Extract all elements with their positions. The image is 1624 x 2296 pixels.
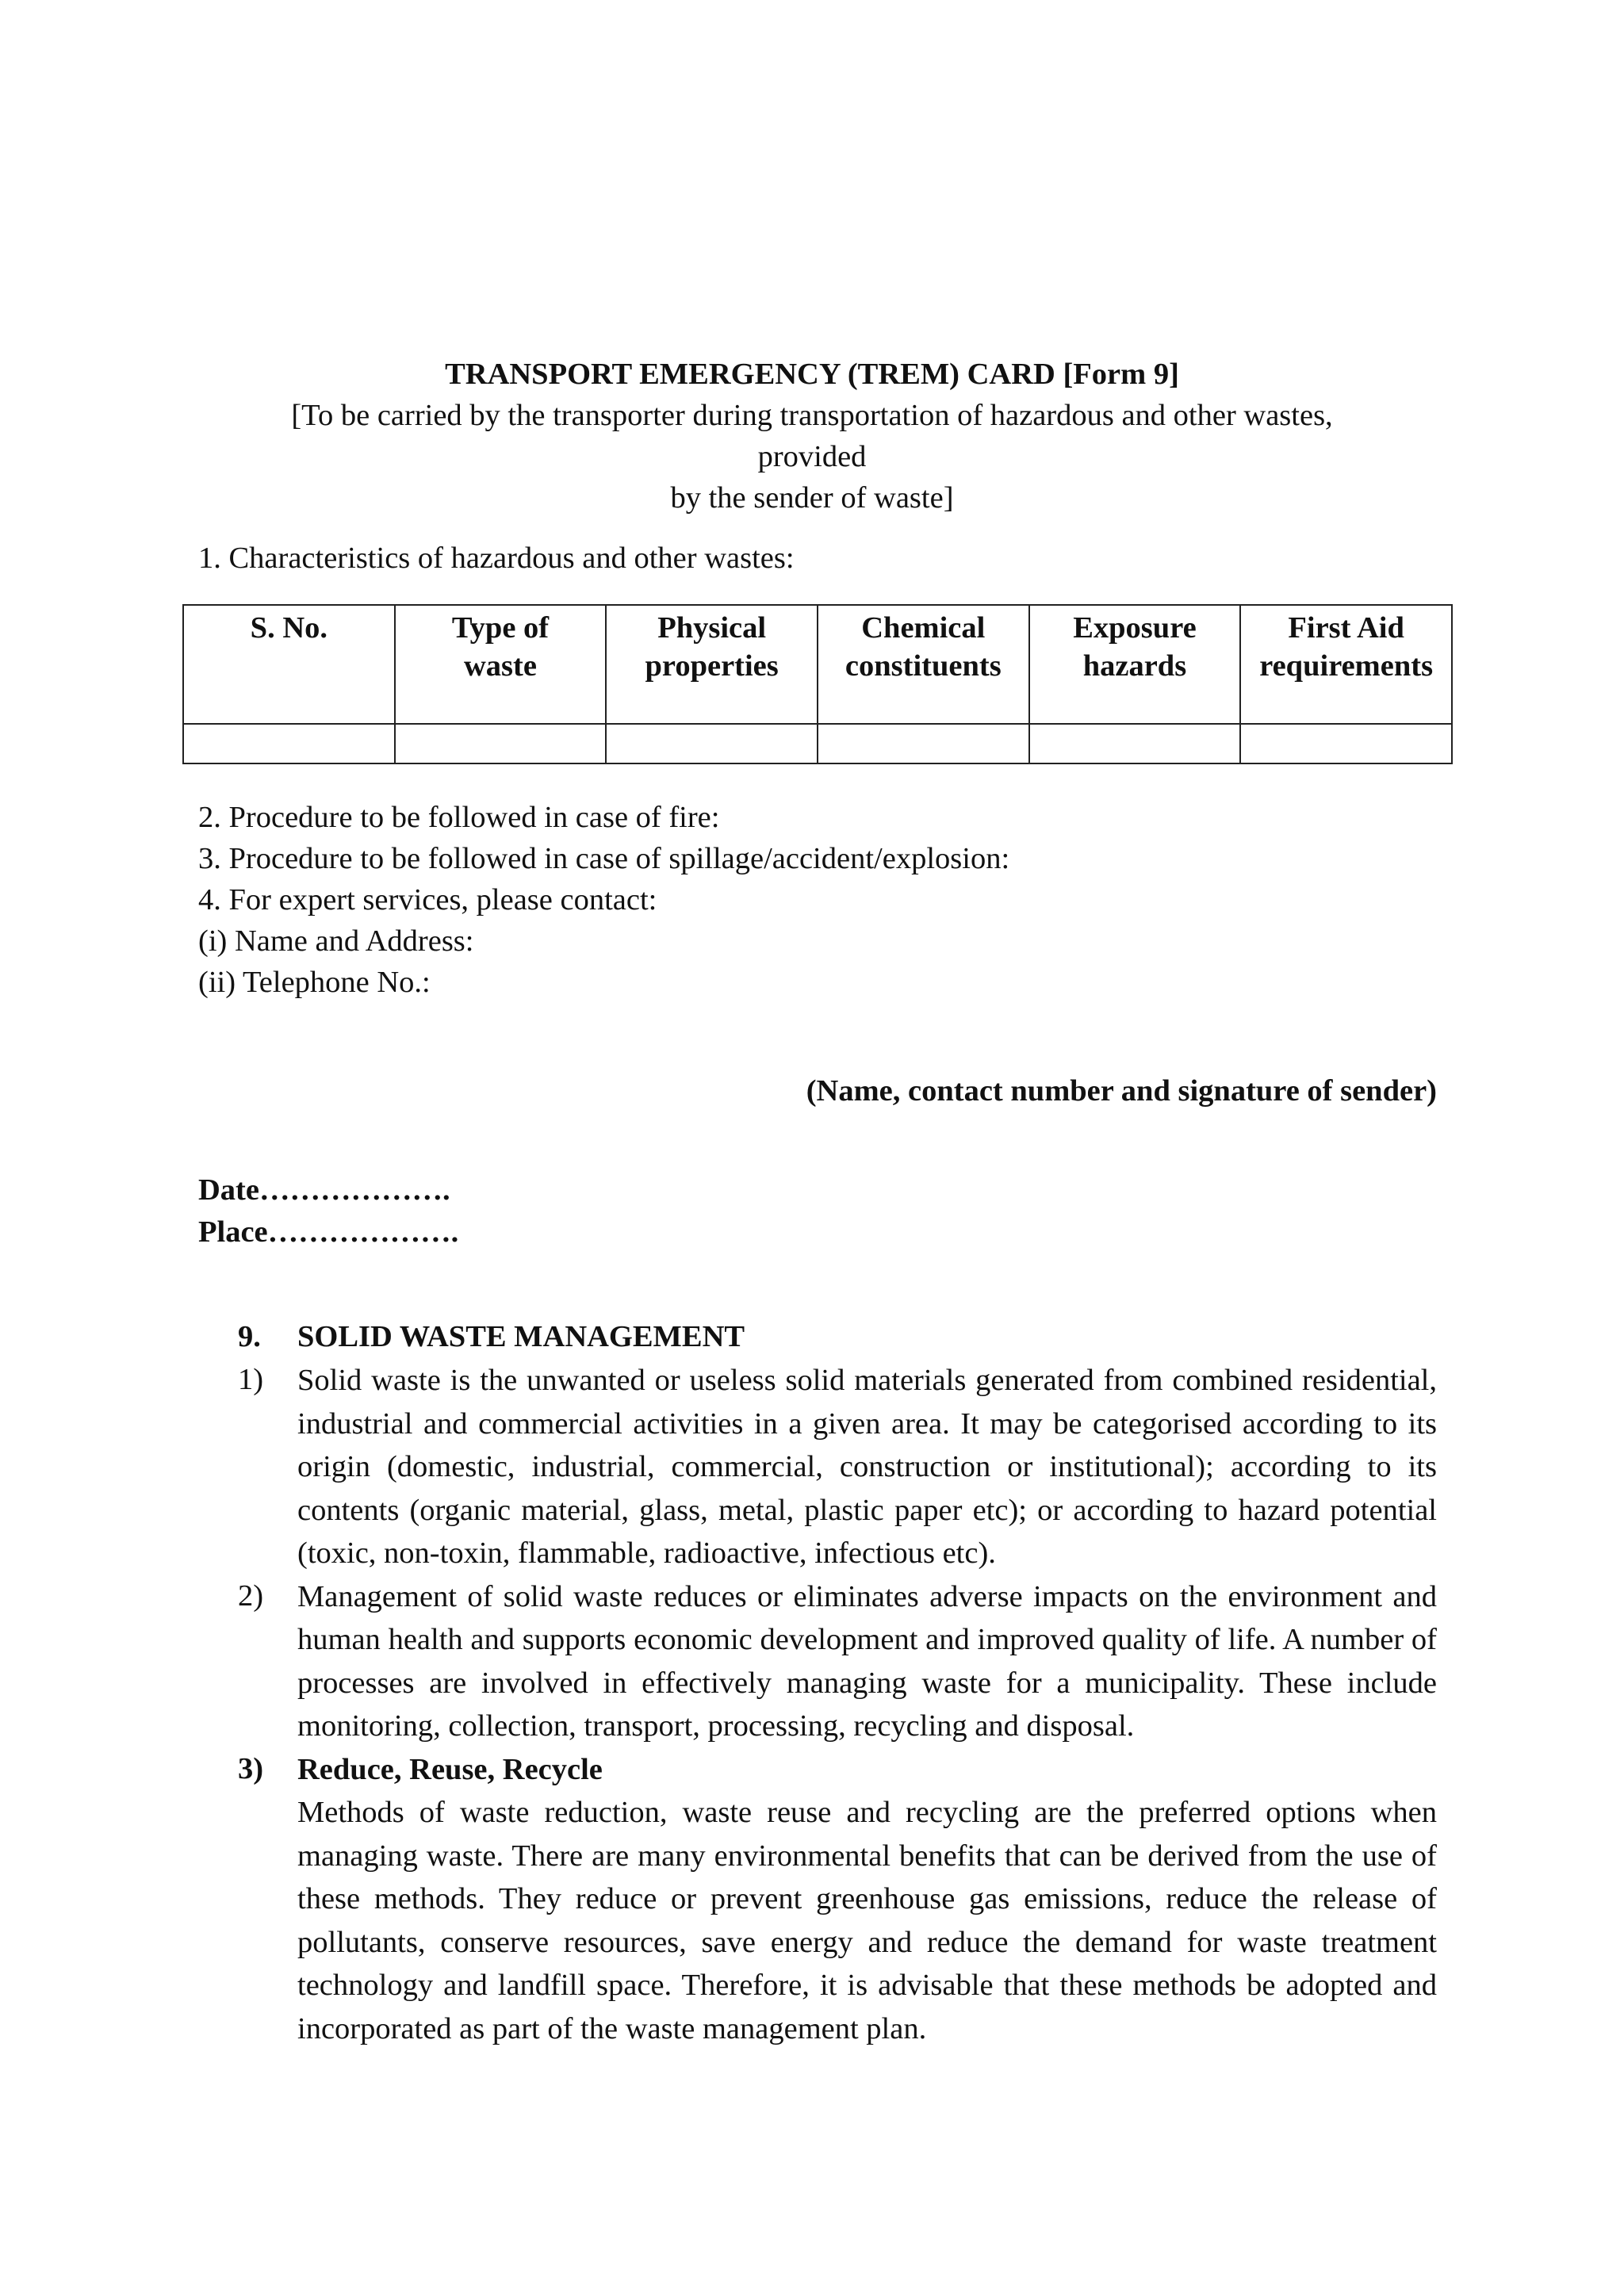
table-row (183, 724, 1452, 763)
date-field-label: Date………………. (198, 1173, 450, 1207)
telephone-label: (ii) Telephone No.: (198, 966, 431, 999)
section-heading (238, 1316, 1437, 1359)
procedure-spillage: 3. Procedure to be followed in case of spillage/accident/explosion: (198, 842, 1010, 875)
column-header-type-of-waste: Type of waste (395, 605, 607, 724)
procedure-fire: 2. Procedure to be followed in case of fire: (198, 801, 720, 834)
list-item (238, 1748, 1437, 2051)
list-item-text: Methods of waste reduction, waste reuse and recycling are the preferred options when managing waste. There are many environmental benefits that can be derived from the use of these methods. They reduce or prevent greenhouse gas emissions, reduce the release of pollutants, conserve resources, save energy and reduce the demand for waste treatment technology and landfill space. Therefore, it is advisable that these methods be adopted and incorporated as part of the waste management plan. (297, 1796, 1437, 2045)
table-cell-chemical-constituents (818, 724, 1029, 763)
section-title: SOLID WASTE MANAGEMENT (297, 1320, 745, 1353)
form-subtitle-line-2: provided (757, 440, 867, 473)
name-and-address-label: (i) Name and Address: (198, 924, 474, 958)
table-cell-s-no (183, 724, 395, 763)
list-item-number: 2) (238, 1578, 264, 1613)
form-title: TRANSPORT EMERGENCY (TREM) CARD [Form 9] (445, 358, 1179, 391)
table-cell-physical-properties (606, 724, 818, 763)
section-number: 9. (238, 1320, 261, 1353)
list-item-number: 3) (238, 1751, 264, 1785)
table-cell-exposure-hazards (1029, 724, 1241, 763)
sender-signature-note: (Name, contact number and signature of sender) (806, 1074, 1437, 1108)
solid-waste-section (238, 1316, 1437, 2050)
column-header-physical-properties: Physical properties (606, 605, 818, 724)
waste-characteristics-table (182, 604, 1453, 764)
section-1-label: 1. Characteristics of hazardous and other wastes: (198, 541, 795, 575)
column-header-exposure-hazards: Exposure hazards (1029, 605, 1241, 724)
date-place-block (198, 1169, 458, 1253)
form-header (159, 354, 1465, 519)
form-subtitle-line-1: [To be carried by the transporter during transportation of hazardous and other wastes, (291, 399, 1333, 432)
table-cell-first-aid-requirements (1240, 724, 1452, 763)
list-item (238, 1575, 1437, 1748)
list-item-text: Management of solid waste reduces or eliminates adverse impacts on the environment and human health and supports economic development and improved quality of life. A number of processes are involved in effectively managing waste for a municipality. These include monitoring, collection, transport, processing, recycling and disposal. (297, 1579, 1437, 1743)
form-subtitle-line-3: by the sender of waste] (670, 481, 954, 515)
expert-services-label: 4. For expert services, please contact: (198, 883, 657, 916)
column-header-s-no: S. No. (183, 605, 395, 724)
table-cell-type-of-waste (395, 724, 607, 763)
list-item-subheading: Reduce, Reuse, Recycle (297, 1752, 603, 1786)
list-item-number: 1) (238, 1363, 264, 1396)
list-item (238, 1359, 1437, 1575)
table-header-row (183, 605, 1452, 724)
place-field-label: Place………………. (198, 1215, 459, 1249)
procedures-list (198, 797, 1009, 1003)
list-item-text: Solid waste is the unwanted or useless solid materials generated from combined residential, industrial and commercial activities in a given area. It may be categorised according to its origin (domestic, industrial, commercial, construction or institutional); according to its contents (organic material, glass, metal, plastic paper etc); or according to hazard potential (toxic, non-toxin, flammable, radioactive, infectious etc). (297, 1364, 1437, 1570)
column-header-first-aid-requirements: First Aid requirements (1240, 605, 1452, 724)
column-header-chemical-constituents: Chemical constituents (818, 605, 1029, 724)
